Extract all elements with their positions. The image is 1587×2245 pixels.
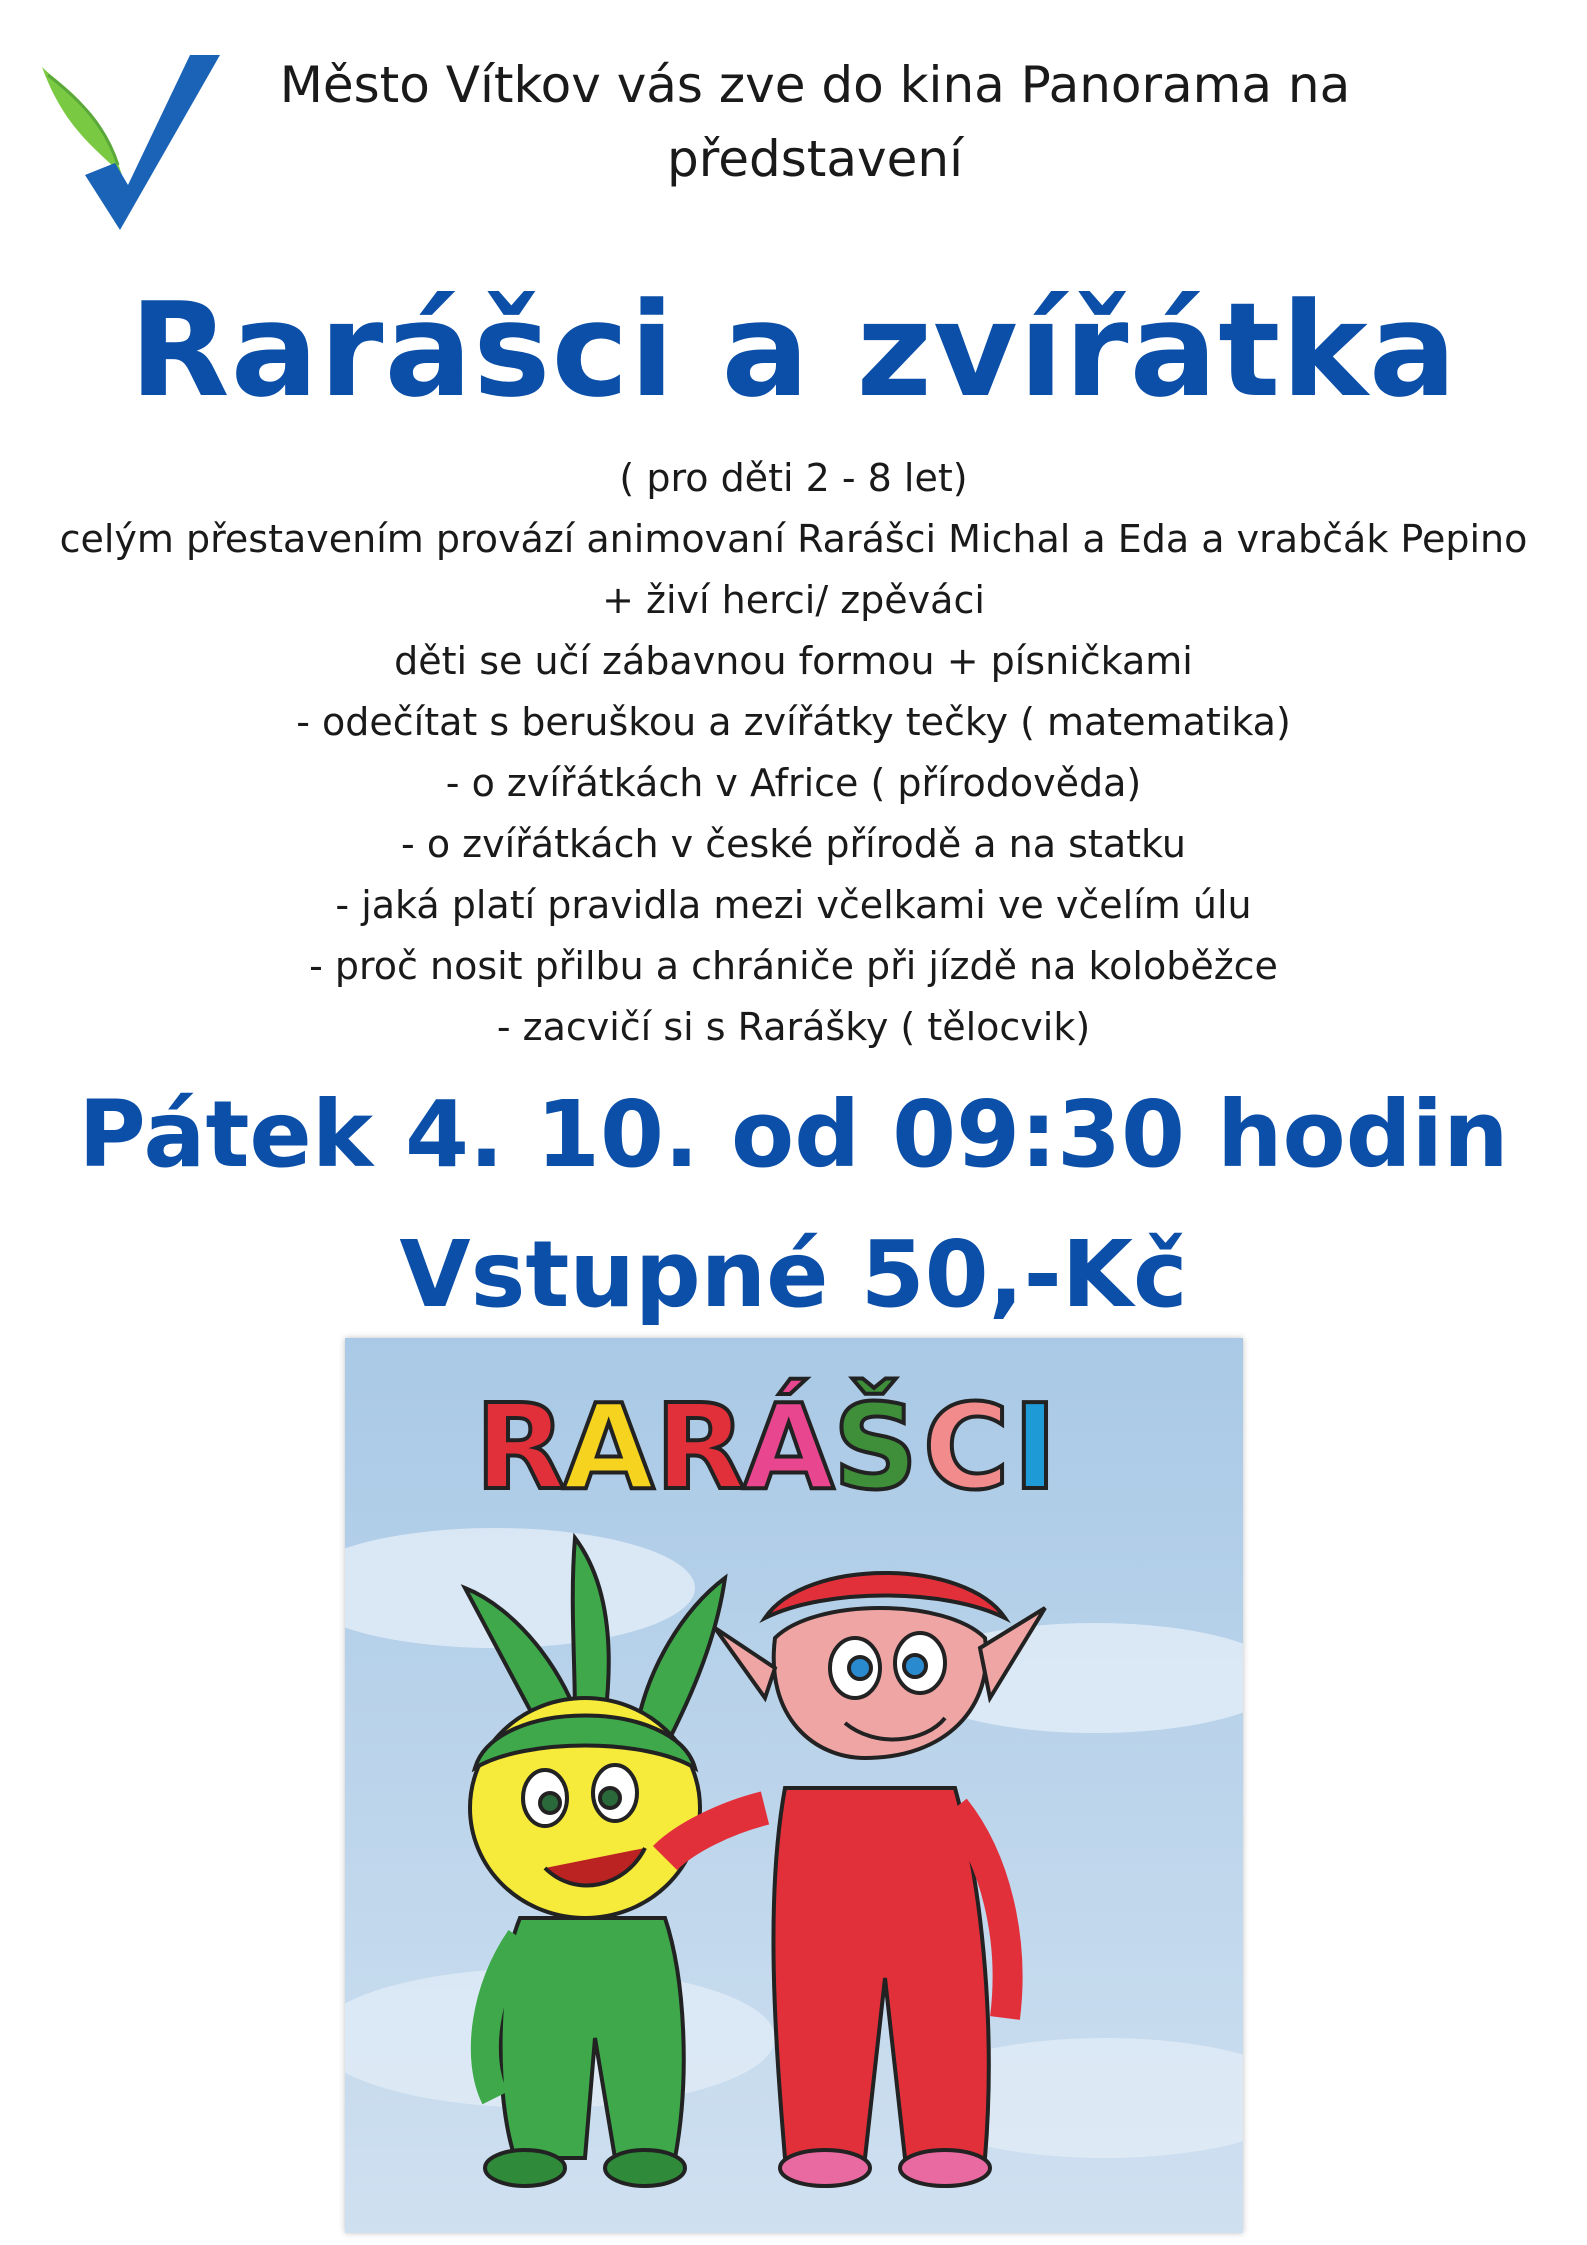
poster-letter: I [1013,1378,1057,1516]
poster-letter: R [655,1378,746,1516]
invitation-text [230,48,1400,196]
description-line: - jaká platí pravidla mezi včelkami ve včelím úlu [335,883,1252,927]
event-description [0,448,1587,1058]
poster-title [475,1378,1057,1516]
city-logo-icon [30,45,230,230]
description-line: celým přestavením provází animovaní Rarášci Michal a Eda a vrabčák Pepino [59,517,1528,561]
poster-letter: Š [833,1378,918,1516]
description-line: děti se učí zábavnou formou + písničkami [394,639,1193,683]
event-price: Vstupné 50,-Kč [399,1221,1188,1328]
description-line: ( pro děti 2 - 8 let) [619,456,968,500]
poster-letter: A [563,1378,655,1516]
invitation-line-1: Město Vítkov vás zve do kina Panorama na [279,56,1351,114]
description-line: - zacvičí si s Rarášky ( tělocvik) [496,1005,1091,1049]
description-line: - proč nosit přilbu a chrániče při jízdě na koloběžce [309,944,1278,988]
description-line: - o zvířátkách v české přírodě a na statku [401,822,1186,866]
event-datetime: Pátek 4. 10. od 09:30 hodin [78,1081,1509,1188]
description-line: - o zvířátkách v Africe ( přírodověda) [445,761,1142,805]
description-line: - odečítat s beruškou a zvířátky tečky ( matematika) [296,700,1291,744]
poster-letter: R [475,1378,566,1516]
description-line: + živí herci/ zpěváci [602,578,985,622]
event-title: Rarášci a zvířátka [129,274,1458,426]
poster-letter: C [923,1378,1010,1516]
rarasci-poster-image [345,1338,1243,2233]
poster-letter: Á [743,1378,835,1516]
invitation-line-2: představení [667,130,963,188]
